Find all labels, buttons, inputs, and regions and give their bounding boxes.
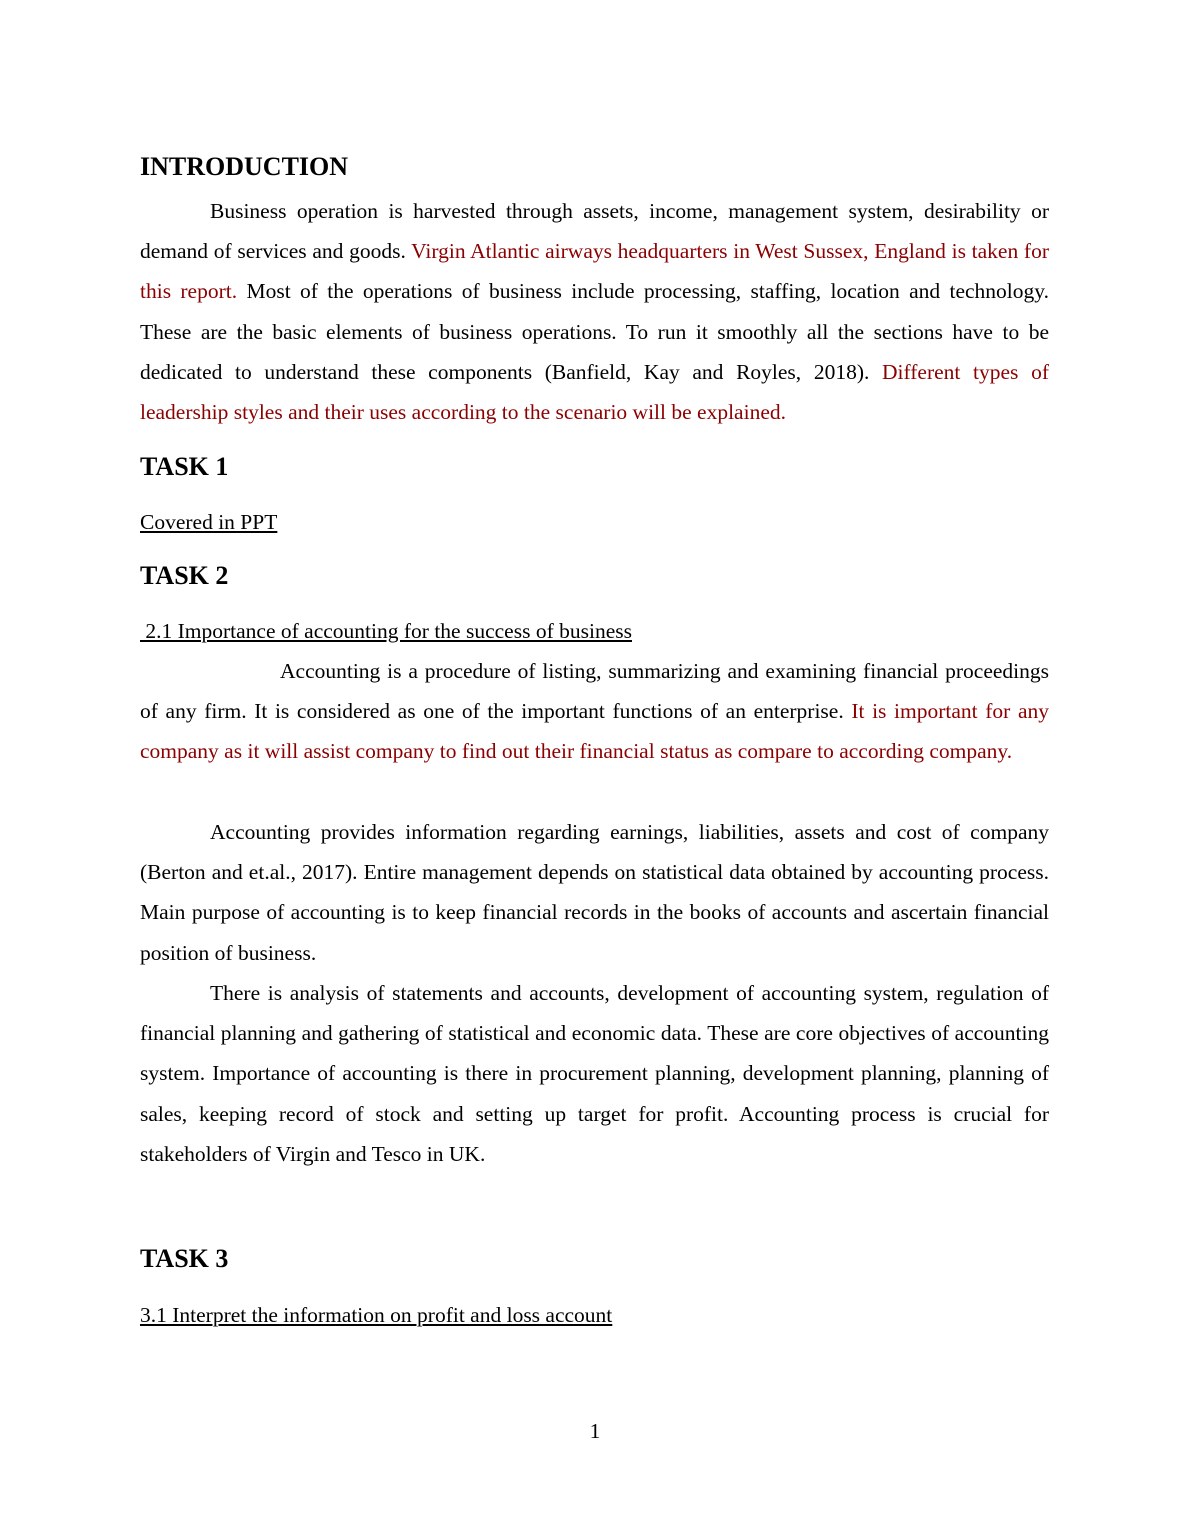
introduction-paragraph	[140, 191, 1049, 432]
task1-heading: TASK 1	[140, 452, 229, 481]
task3-heading: TASK 3	[140, 1244, 229, 1273]
task2-heading: TASK 2	[140, 561, 229, 590]
intro-text-part-2: Most of the operations of business include processing, staffing, location and technology. These are the basic elements of business operations. To run it smoothly all the sections have to be dedicated to understand these components (Banfield, Kay and Royles, 2018).	[140, 279, 1049, 384]
task2-paragraph-3: There is analysis of statements and accounts, development of accounting system, regulation of financial planning and gathering of statistical and economic data. These are core objectives of accounting system. Importance of accounting is there in procurement planning, development planning, planning of sales, keeping record of stock and setting up target for profit. Accounting process is crucial for stakeholders of Virgin and Tesco in UK.	[140, 981, 1049, 1166]
page-number: 1	[589, 1419, 601, 1443]
task2-p1-text: Accounting is a procedure of listing, summarizing and examining financial proceedings of any firm. It is considered as one of the important functions of an enterprise.	[140, 659, 1049, 724]
intro-text-part-1: Business operation is harvested through assets, income, management system, desirability or demand of services and goods.	[140, 199, 1049, 264]
task2-subheading: 2.1 Importance of accounting for the success of business	[140, 619, 632, 643]
task2-paragraph-1	[140, 651, 1049, 772]
introduction-heading: INTRODUCTION	[140, 152, 349, 181]
intro-highlight-company: Virgin Atlantic airways headquarters in West Sussex, England is taken for this report.	[140, 239, 1049, 304]
task2-p1-highlight: It is important for any company as it will assist company to find out their financial status as compare to according company.	[140, 699, 1049, 764]
task1-note: Covered in PPT	[140, 510, 278, 534]
task2-paragraph-2: Accounting provides information regarding earnings, liabilities, assets and cost of company (Berton and et.al., 2017). Entire management depends on statistical data obtained by accounting process. Main purpose of accounting is to keep financial records in the books of accounts and ascertain financial position of business.	[140, 820, 1049, 965]
document-page	[140, 0, 1049, 1540]
intro-highlight-leadership: Different types of leadership styles and their uses according to the scenario will be explained.	[140, 359, 1049, 425]
task3-subheading: 3.1 Interpret the information on profit and loss account	[140, 1303, 613, 1327]
